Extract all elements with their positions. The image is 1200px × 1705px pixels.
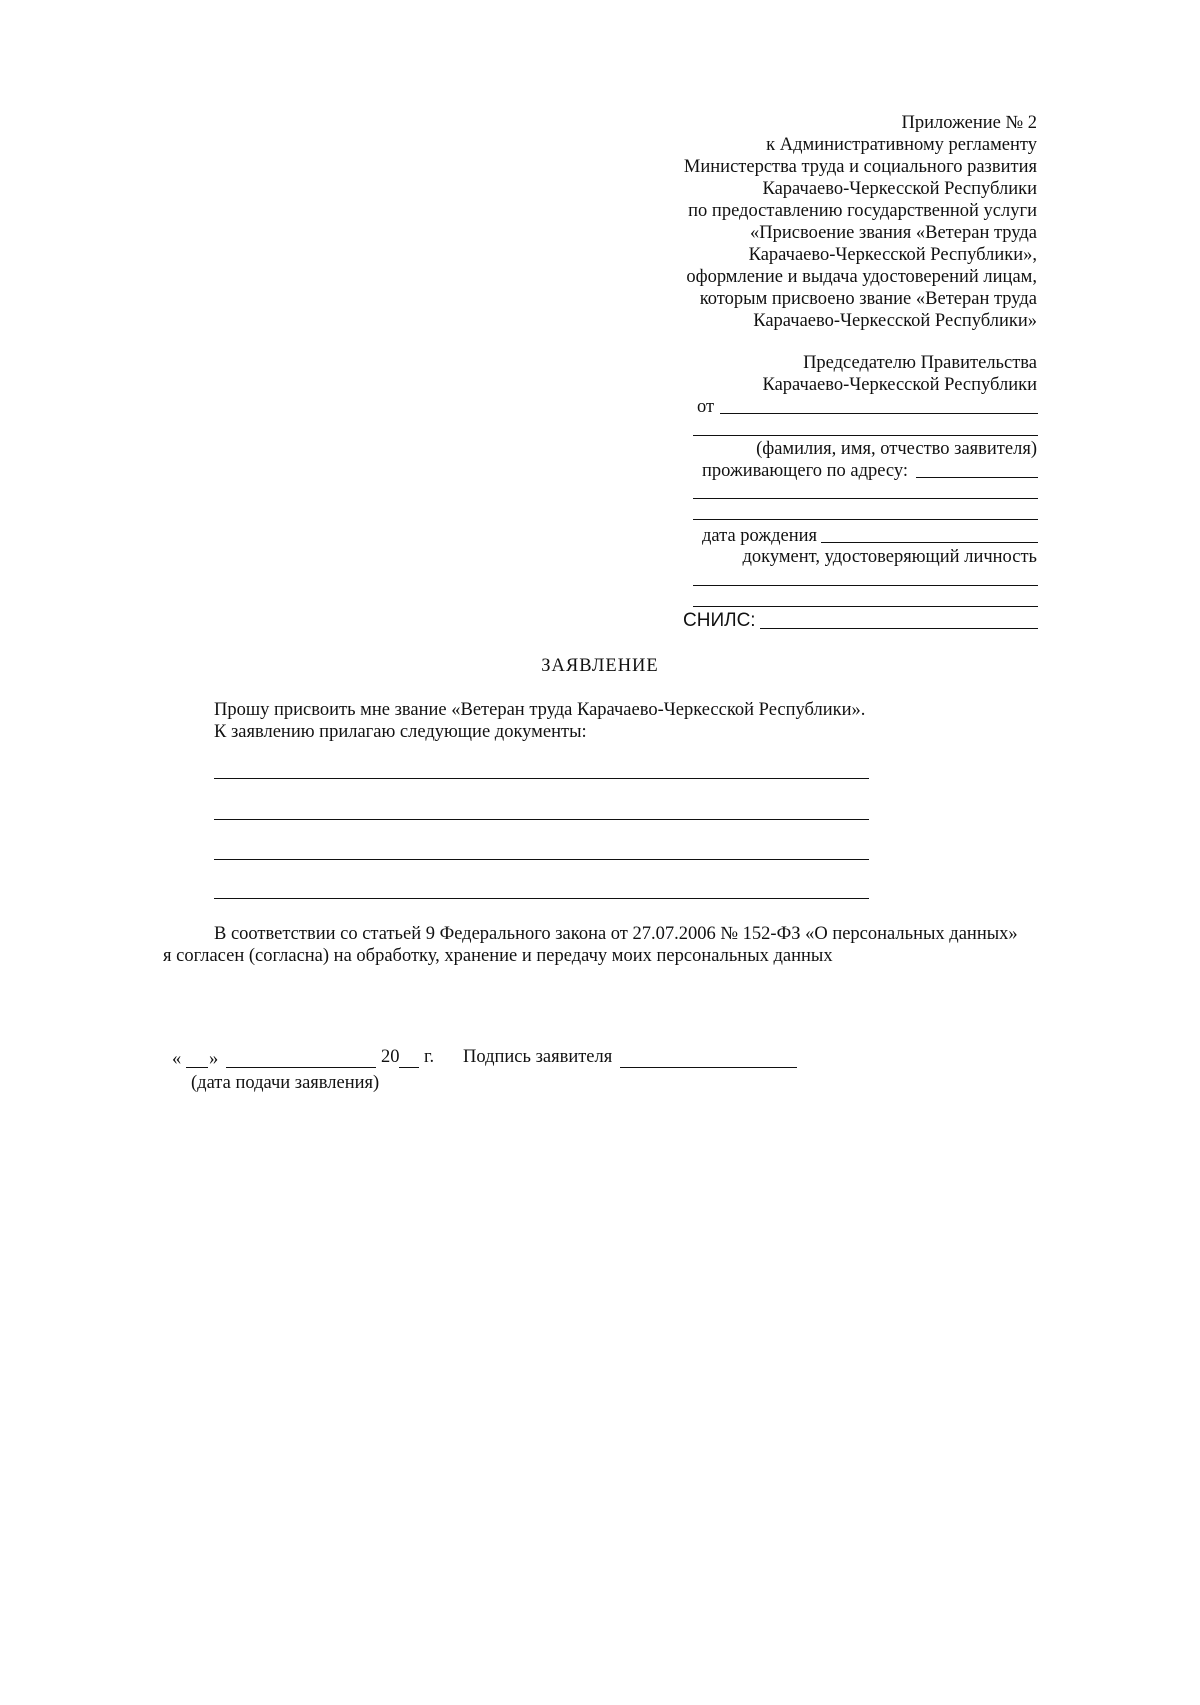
snils-label: СНИЛС: — [683, 610, 756, 631]
from-label: от — [697, 397, 715, 417]
date-quote-close: » — [209, 1049, 219, 1069]
from-name-line[interactable] — [720, 413, 1038, 414]
date-quote-open: « — [172, 1049, 182, 1069]
appendix-number: Приложение № 2 — [901, 113, 1037, 133]
month-line[interactable] — [226, 1067, 376, 1068]
consent-text-line-2: я согласен (согласна) на обработку, хранение и передачу моих персональных данных — [163, 946, 833, 966]
year-suffix: г. — [424, 1047, 435, 1067]
appendix-line: оформление и выдача удостоверений лицам, — [686, 267, 1037, 287]
appendix-line: по предоставлению государственной услуги — [688, 201, 1037, 221]
address-label: проживающего по адресу: — [702, 461, 909, 481]
year-line[interactable] — [399, 1067, 419, 1068]
appendix-line: «Присвоение звания «Ветеран труда — [750, 223, 1037, 243]
date-caption: (дата подачи заявления) — [191, 1073, 380, 1093]
id-document-label: документ, удостоверяющий личность — [742, 547, 1037, 567]
appendix-line: Карачаево-Черкесской Республики — [762, 179, 1037, 199]
appendix-line: Карачаево-Черкесской Республики», — [748, 245, 1037, 265]
address-line-2[interactable] — [693, 498, 1038, 499]
attachment-line-1[interactable] — [214, 778, 869, 779]
attachment-line-2[interactable] — [214, 819, 869, 820]
statement-title: ЗАЯВЛЕНИЕ — [541, 656, 659, 676]
id-document-line-2[interactable] — [693, 606, 1038, 607]
signature-label: Подпись заявителя — [463, 1047, 613, 1067]
signature-line[interactable] — [620, 1067, 797, 1068]
birthdate-label: дата рождения — [702, 526, 818, 546]
addressee-title: Председателю Правительства — [803, 353, 1037, 373]
consent-text-line-1: В соответствии со статьей 9 Федерального закона от 27.07.2006 № 152-ФЗ «О персональных данных» — [214, 924, 1018, 944]
snils-line[interactable] — [760, 628, 1038, 629]
id-document-line-1[interactable] — [693, 585, 1038, 586]
birthdate-line[interactable] — [821, 542, 1038, 543]
appendix-line: к Административному регламенту — [766, 135, 1037, 155]
appendix-line: Министерства труда и социального развития — [683, 157, 1037, 177]
address-line-3[interactable] — [693, 519, 1038, 520]
appendix-line: Карачаево-Черкесской Республики» — [753, 311, 1037, 331]
appendix-line: которым присвоено звание «Ветеран труда — [699, 289, 1037, 309]
attachments-intro: К заявлению прилагаю следующие документы: — [214, 722, 587, 742]
year-prefix: 20 — [381, 1047, 400, 1067]
day-line[interactable] — [186, 1067, 208, 1068]
from-name-line-2[interactable] — [693, 435, 1038, 436]
attachment-line-4[interactable] — [214, 898, 869, 899]
addressee-organization: Карачаево-Черкесской Республики — [762, 375, 1037, 395]
attachment-line-3[interactable] — [214, 859, 869, 860]
request-text: Прошу присвоить мне звание «Ветеран труда Карачаево-Черкесской Республики». — [214, 700, 866, 720]
fio-caption: (фамилия, имя, отчество заявителя) — [756, 439, 1037, 459]
address-line-1[interactable] — [916, 477, 1038, 478]
